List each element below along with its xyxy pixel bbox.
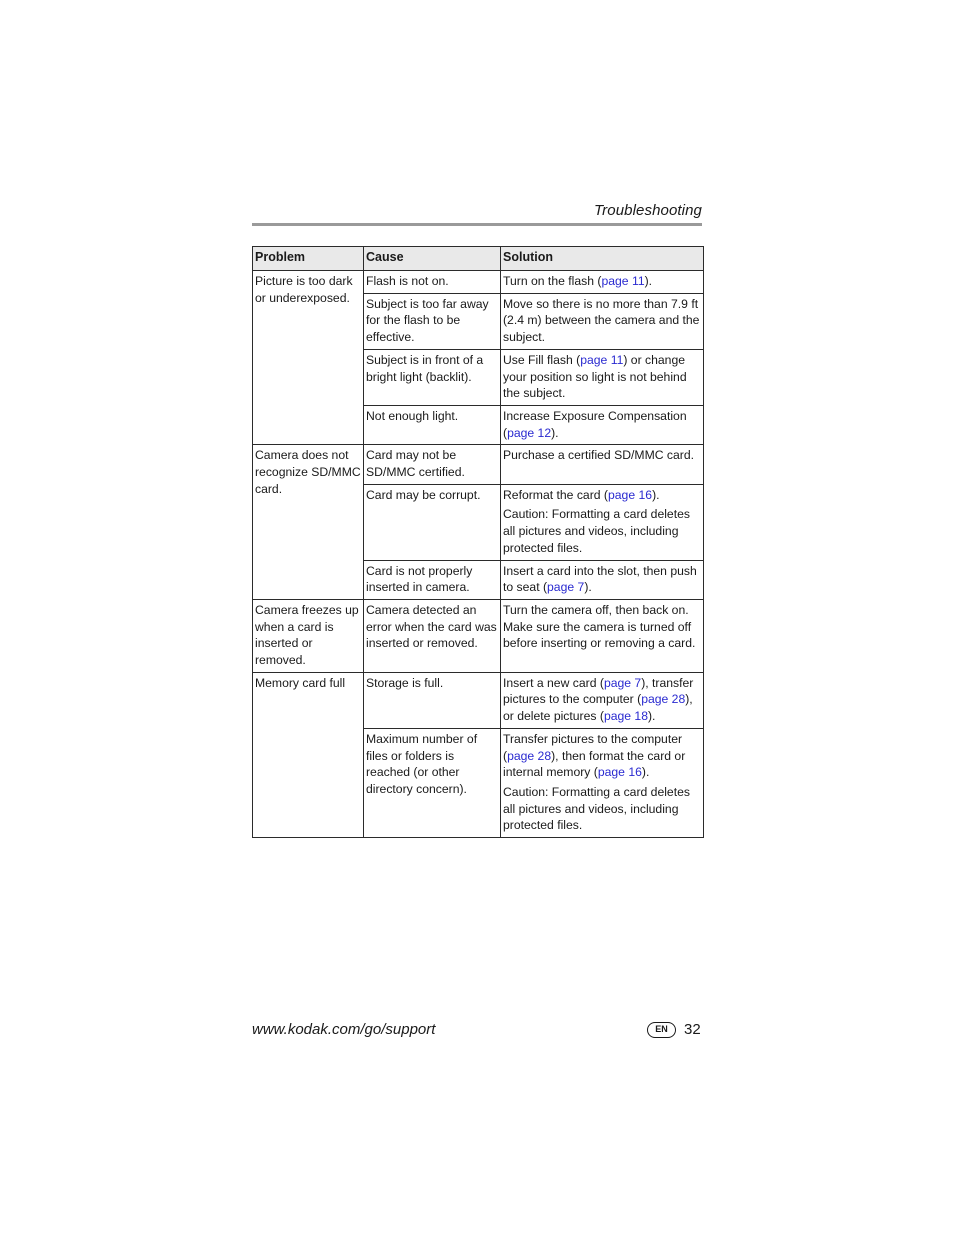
page-reference-link[interactable]: page 11 [601,274,645,288]
solution-paragraph [503,408,701,441]
solution-text: ), or delete pictures ( [503,692,693,724]
solution-text: ). [648,709,656,724]
problem-cell: Picture is too dark or underexposed. [253,271,364,445]
cause-cell: Subject is too far away for the flash to be effective. [364,293,501,349]
page-reference-link[interactable]: page 28 [641,692,686,707]
solution-text: Reformat the card ( [503,487,608,502]
solution-text: Caution: Formatting a card deletes all pictures and videos, including protected files. [503,784,690,833]
page-number: 32 [684,1021,701,1038]
solution-cell [501,728,704,837]
solution-cell [501,599,704,672]
solution-text: ), then format the card or internal memory ( [503,748,686,780]
solution-cell [501,271,704,294]
solution-text: Transfer pictures to the computer ( [503,731,683,763]
solution-text: Turn on the flash ( [503,274,602,288]
page-reference-link[interactable]: page 12 [507,425,552,440]
solution-paragraph [503,563,701,596]
solution-text: Caution: Formatting a card deletes all pictures and videos, including protected files. [503,507,690,555]
page-reference-link[interactable]: page 16 [597,765,642,780]
solution-cell [501,560,704,599]
solution-cell [501,672,704,728]
solution-paragraph [503,273,701,290]
solution-paragraph [503,352,701,402]
solution-cell [501,405,704,444]
solution-cell [501,445,704,484]
cause-cell: Camera detected an error when the card was inserted or removed. [364,599,501,672]
problem-cell: Camera does not recognize SD/MMC card. [253,445,364,600]
column-header-solution: Solution [501,247,704,271]
solution-paragraph [503,506,701,556]
cause-cell: Card is not properly inserted in camera. [364,560,501,599]
solution-paragraph [503,296,701,346]
cause-cell: Storage is full. [364,672,501,728]
cause-cell: Flash is not on. [364,271,501,294]
solution-text: Purchase a certified SD/MMC card. [503,448,695,463]
column-header-cause: Cause [364,247,501,271]
solution-text: ), transfer pictures to the computer ( [503,675,694,707]
solution-paragraph [503,602,701,652]
section-title: Troubleshooting [594,202,702,219]
troubleshooting-table [252,246,704,838]
solution-cell [501,349,704,405]
solution-text: ). [644,274,653,288]
solution-paragraph [503,675,701,725]
solution-paragraph [503,447,701,464]
solution-text: Use Fill flash ( [503,352,581,367]
solution-text: Turn the camera off, then back on. Make sure the camera is turned off before inserting or removing a card. [503,602,696,651]
solution-paragraph [503,487,701,504]
title-rule [252,223,702,226]
table-header-row [253,247,704,271]
cause-cell: Not enough light. [364,405,501,444]
problem-cell: Memory card full [253,672,364,837]
solution-paragraph [503,784,701,834]
cause-cell: Subject is in front of a bright light (backlit). [364,349,501,405]
page-reference-link[interactable]: page 7 [603,675,642,690]
page-reference-link[interactable]: page 11 [580,352,624,367]
problem-cell: Camera freezes up when a card is inserted or removed. [253,599,364,672]
support-url-link[interactable]: www.kodak.com/go/support [252,1021,436,1038]
cause-cell: Card may not be SD/MMC certified. [364,445,501,484]
cause-cell: Card may be corrupt. [364,484,501,560]
solution-cell [501,293,704,349]
page-reference-link[interactable]: page 18 [603,709,648,724]
solution-paragraph [503,731,701,781]
solution-text: Move so there is no more than 7.9 ft (2.4 m) between the camera and the subject. [503,296,700,345]
solution-text: ). [551,425,559,440]
page-reference-link[interactable]: page 16 [608,487,653,502]
solution-text: Insert a card into the slot, then push to seat ( [503,563,697,595]
solution-text: Insert a new card ( [503,675,604,690]
column-header-problem: Problem [253,247,364,271]
table-row [253,599,704,672]
table-row [253,445,704,484]
solution-text: ) or change your position so light is not behind the subject. [503,352,687,401]
solution-text: Increase Exposure Compensation ( [503,408,687,440]
table-row [253,271,704,294]
solution-text: ). [584,580,592,595]
language-badge: EN [647,1022,676,1038]
page-reference-link[interactable]: page 7 [547,580,585,595]
solution-text: ). [641,765,650,780]
page-reference-link[interactable]: page 28 [507,748,552,763]
table-body [253,271,704,838]
solution-cell [501,484,704,560]
table-row [253,672,704,728]
solution-text: ). [652,487,660,502]
cause-cell: Maximum number of files or folders is reached (or other directory concern). [364,728,501,837]
